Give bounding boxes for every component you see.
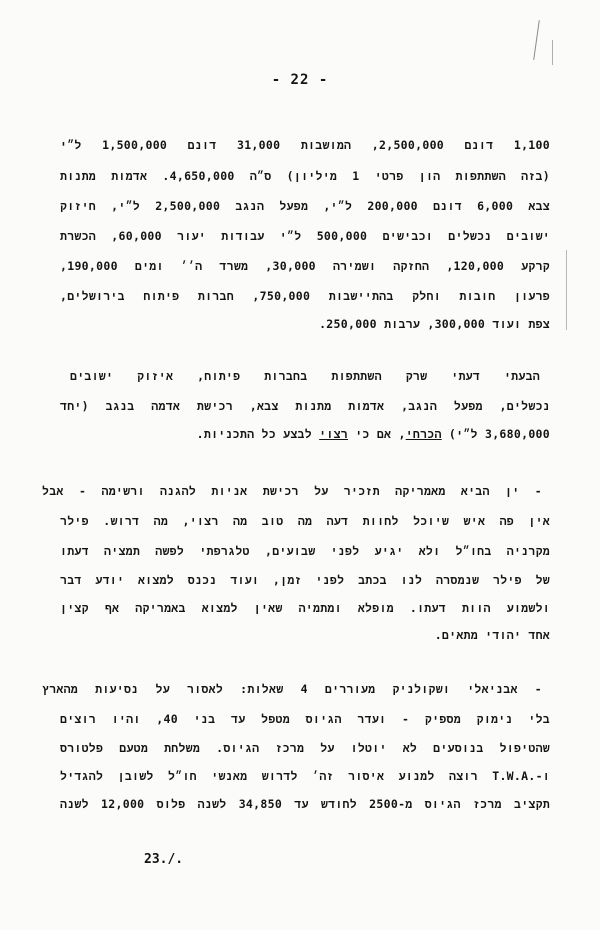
page-number: - 22 - [271,72,329,88]
text-line: קרקע 120,000, החזקה ושמירה 30,000, משרד ה׳׳ ומים 190,000, [60,259,550,273]
text-line: תקציב מרכז הגיוס מ-2500 לחודש עד 34,850 לשנה פלוס 12,000 לשנה [60,797,550,811]
margin-pencil-mark [533,20,540,60]
text-line: אין פה איש שיוכל לחוות דעה מה טוב מה רצוי, מה דרוש. פילר [60,514,550,528]
text-line: בלי נימוק מספיק - ועדר הגיוס מטפל עד בני 40, והיו רוצים [60,712,550,726]
text-line: הבעתי דעתי שרק השתתפות בחברות פיתוח, איזוק ישובים [70,369,540,383]
underlined-word: הכרחי [405,427,442,441]
text-line: ו-.T.W.A רוצה למנוע איסור זה׳ לדרוש מאנשי חו״ל לשובן להגדיל [60,769,550,783]
text-line: (בזה השתתפות הון פרטי 1 מיליון) ס״ה 4,650,000. אדמות מתנות [60,169,550,183]
text-line: אחד יהודי מתאים. [434,628,550,642]
margin-pencil-mark [566,250,567,330]
underlined-word: רצוי [319,427,348,441]
text-line: 1,100 דונם 2,500,000, המושבות 31,000 דונם 1,500,000 ל״י [60,138,550,152]
text-line: צפת ועוד 300,000, ערבות 250,000. [319,317,550,331]
continuation-marker: 23./. [144,852,184,867]
text-line: צבא 6,000 דונם 200,000 ל״י, מפעל הנגב 2,500,000 ל״י, חיזוק [60,199,550,213]
text-line: - אבניאלי ושקולניק מעוררים 4 שאלות: לאסור על נסיעות מהארץ [42,682,542,696]
text-line: פרעון חובות וחלק בהתיישבות 750,000, חברות פיתוח בירושלים, [60,289,550,303]
text-line: של פילר שנמסרה לנו בכתב לפני זמן, ועוד נכנס למצוא יודע דבר [60,573,550,587]
text-line: מקרניה בחו״ל ולא יגיע לפני שבועים, טלגרפתי לפשה תמציה דעתו [60,544,550,558]
text-line: ולשמוע הוות דעתו. מופלא ומתמיה שאין למצוא באמריקה אף קצין [60,601,550,615]
text-line: ישובים נכשלים וכבישים 500,000 ל״י עבודות יעור 60,000, הכשרת [60,229,550,243]
text-line: - ין הביא מאמריקה תזכיר על רכישת אניות להגנה ורשימה - אבל [42,484,542,498]
text-line: שהטיפול בנוסעים לא יוטלו על מרכז הגיוס. משלחת מטעם פלטורס [60,741,550,755]
text-line: נכשלים, מפעל הנגב, אדמות מתנות צבא, רכישת אדמה בנגב (יחד [60,399,550,413]
margin-pencil-mark [552,40,553,65]
text-line-with-underlines [60,427,550,442]
text-segment: 3,680,000 ל״י) הכרחי, אם כי רצוי לבצע כל התכניות. [196,427,550,441]
